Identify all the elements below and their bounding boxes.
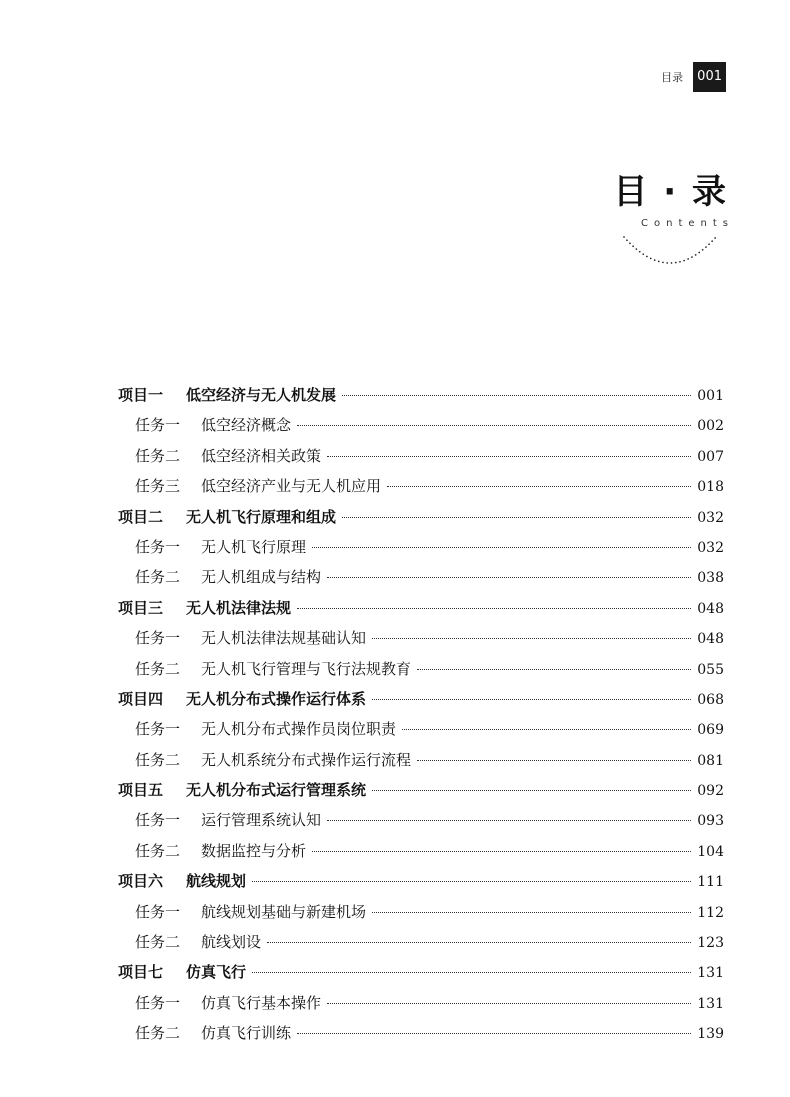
toc-entry-title: 航线划设 [201,933,262,952]
toc-entry-number: 任务一 [135,811,181,830]
toc-entry-title: 无人机组成与结构 [201,568,322,587]
dot-leader [312,547,691,548]
dot-leader [312,851,691,852]
toc-entry-title: 仿真飞行训练 [201,1024,292,1043]
toc-entry-title: 低空经济与无人机发展 [186,386,337,404]
toc-entry-title: 无人机系统分布式操作运行流程 [201,750,412,769]
page-title: 目 · 录 [613,172,728,212]
toc-task-entry[interactable] [118,927,724,957]
dot-leader [372,790,691,791]
toc-task-entry[interactable] [118,623,724,653]
toc-project-entry[interactable] [118,775,724,805]
dot-leader [372,912,691,913]
toc-entry-title: 航线规划基础与新建机场 [201,902,367,921]
toc-entry-number: 任务一 [135,629,181,648]
toc-entry-page: 032 [697,509,724,526]
toc-project-entry[interactable] [118,502,724,532]
dot-leader [327,577,691,578]
toc-entry-number: 任务一 [135,902,181,921]
toc-entry-page: 092 [697,783,724,800]
toc-task-entry[interactable] [118,532,724,562]
toc-project-entry[interactable] [118,957,724,987]
dot-leader [417,669,691,670]
toc-entry-number: 任务一 [135,993,181,1012]
toc-entry-number: 任务一 [135,416,181,435]
toc-entry-title: 仿真飞行基本操作 [201,993,322,1012]
toc-entry-title: 低空经济相关政策 [201,446,322,465]
running-header-label: 目录 [661,71,684,84]
toc-entry-title: 无人机法律法规基础认知 [201,629,367,648]
dot-leader [252,972,691,973]
toc-entry-number: 任务二 [135,659,181,678]
toc-entry-title: 航线规划 [186,872,247,891]
toc-entry-number: 项目六 [118,872,164,891]
toc-entry-number: 任务二 [135,568,181,587]
dot-leader [342,517,691,518]
toc-entry-title: 低空经济产业与无人机应用 [201,477,382,496]
toc-entry-page: 001 [697,388,724,404]
running-header [661,62,726,92]
toc-entry-title: 无人机飞行原理和组成 [186,507,337,526]
toc-project-entry[interactable] [118,866,724,896]
toc-task-entry[interactable] [118,410,724,440]
toc-task-entry[interactable] [118,441,724,471]
toc-entry-page: 055 [697,661,724,678]
toc-entry-page: 032 [697,539,724,556]
title-block [608,168,734,267]
toc-entry-page: 131 [697,965,724,982]
dot-leader [267,942,691,943]
table-of-contents [118,380,724,1049]
toc-entry-number: 项目四 [118,689,164,708]
dot-leader [327,1003,691,1004]
toc-entry-number: 任务二 [135,933,181,952]
toc-task-entry[interactable] [118,562,724,592]
toc-entry-page: 038 [697,570,724,587]
toc-entry-number: 项目三 [118,598,164,617]
dot-leader [327,820,691,821]
toc-entry-page: 048 [697,631,724,648]
toc-entry-title: 无人机分布式运行管理系统 [186,781,367,800]
toc-task-entry[interactable] [118,836,724,866]
toc-entry-number: 项目七 [118,963,164,982]
toc-entry-number: 项目五 [118,781,164,800]
toc-entry-number: 任务二 [135,841,181,860]
dot-leader [417,760,691,761]
toc-entry-title: 仿真飞行 [186,963,247,982]
toc-entry-number: 任务一 [135,537,181,556]
toc-entry-page: 018 [697,479,724,496]
toc-entry-title: 低空经济概念 [201,416,292,435]
dot-leader [342,395,691,396]
toc-entry-page: 069 [697,722,724,739]
toc-task-entry[interactable] [118,745,724,775]
page-number-badge: 001 [693,62,726,92]
dot-leader [252,881,691,882]
toc-entry-page: 081 [697,752,724,769]
toc-task-entry[interactable] [118,805,724,835]
toc-project-entry[interactable] [118,380,724,410]
toc-entry-number: 任务一 [135,720,181,739]
toc-entry-title: 无人机分布式操作运行体系 [186,689,367,708]
toc-entry-page: 093 [697,813,724,830]
toc-task-entry[interactable] [118,897,724,927]
toc-entry-number: 项目二 [118,507,164,526]
dotted-arc-ornament [620,233,720,267]
toc-entry-page: 002 [697,418,724,435]
toc-task-entry[interactable] [118,654,724,684]
toc-task-entry[interactable] [118,714,724,744]
toc-entry-page: 007 [697,448,724,465]
toc-entry-title: 无人机法律法规 [186,598,292,617]
dot-leader [402,729,691,730]
toc-project-entry[interactable] [118,684,724,714]
toc-task-entry[interactable] [118,988,724,1018]
dot-leader [387,486,691,487]
dot-leader [297,608,691,609]
toc-entry-number: 任务三 [135,477,181,496]
toc-entry-page: 131 [697,995,724,1012]
toc-entry-page: 104 [697,843,724,860]
toc-entry-page: 111 [697,874,724,891]
toc-entry-number: 项目一 [118,386,164,404]
toc-entry-page: 112 [697,904,724,921]
dot-leader [372,699,691,700]
dot-leader [297,1033,691,1034]
dot-leader [372,638,691,639]
toc-entry-title: 无人机飞行管理与飞行法规教育 [201,659,412,678]
toc-entry-number: 任务二 [135,1024,181,1043]
dot-leader [297,425,691,426]
toc-entry-page: 068 [697,691,724,708]
toc-entry-title: 数据监控与分析 [201,841,307,860]
toc-entry-title: 无人机飞行原理 [201,537,307,556]
toc-entry-title: 无人机分布式操作员岗位职责 [201,720,397,739]
page-subtitle: Contents [641,218,734,229]
toc-project-entry[interactable] [118,593,724,623]
toc-entry-title: 运行管理系统认知 [201,811,322,830]
toc-task-entry[interactable] [118,1018,724,1048]
toc-entry-page: 123 [697,935,724,952]
dot-leader [327,456,691,457]
toc-task-entry[interactable] [118,471,724,501]
toc-entry-page: 139 [697,1026,724,1043]
toc-entry-page: 048 [697,600,724,617]
toc-entry-number: 任务二 [135,446,181,465]
toc-entry-number: 任务二 [135,750,181,769]
